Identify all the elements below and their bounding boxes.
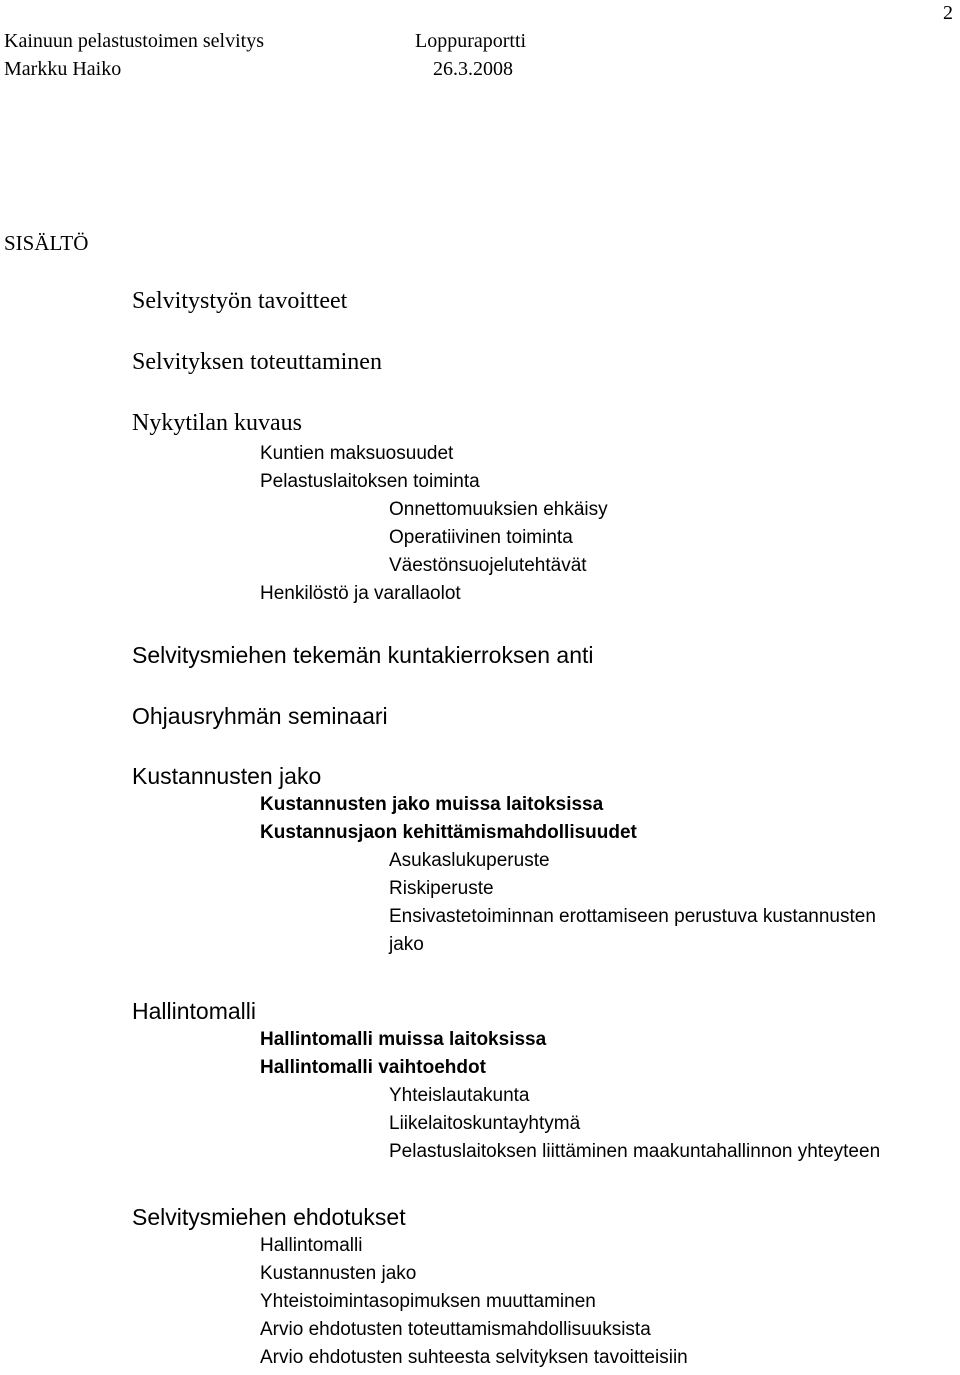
page-number: 2 [943,2,953,24]
toc-item-joint-board: Yhteislautakunta [389,1085,530,1106]
toc-item-operative-activity: Operatiivinen toiminta [389,527,573,548]
toc-item-risk-basis: Riskiperuste [389,878,494,899]
toc-item-enterprise-federation: Liikelaitoskuntayhtymä [389,1113,581,1134]
toc-item-civil-defence: Väestönsuojelutehtävät [389,555,587,576]
toc-item-accident-prevention: Onnettomuuksien ehkäisy [389,499,608,520]
header-doc-type: Loppuraportti [415,30,527,52]
toc-section-governance-model: Hallintomalli [132,998,256,1024]
toc-item-first-response-basis-cont: jako [389,934,424,955]
toc-item-population-basis: Asukaslukuperuste [389,850,550,871]
toc-item-proposal-feasibility: Arvio ehdotusten toteuttamismahdollisuuksista [260,1319,651,1340]
toc-section-steering-seminar: Ohjausryhmän seminaari [132,703,388,729]
toc-section-cost-allocation: Kustannusten jako [132,763,322,789]
toc-sub-rescue-operations: Pelastuslaitoksen toiminta [260,471,480,492]
header-author: Markku Haiko [4,58,122,80]
toc-item-first-response-basis: Ensivastetoiminnan erottamiseen perustuva kustannusten [389,906,876,927]
toc-sub-municipal-shares: Kuntien maksuosuudet [260,443,454,464]
toc-item-proposal-governance: Hallintomalli [260,1235,363,1256]
toc-sub-governance-other: Hallintomalli muissa laitoksissa [260,1029,547,1050]
toc-title: SISÄLTÖ [4,231,89,255]
toc-section-implementation: Selvityksen toteuttaminen [132,349,382,375]
toc-section-objectives: Selvitystyön tavoitteet [132,288,348,314]
toc-section-municipal-tour: Selvitysmiehen tekemän kuntakierroksen anti [132,642,594,668]
toc-sub-personnel: Henkilöstö ja varallaolot [260,583,461,604]
header-org: Kainuun pelastustoimen selvitys [4,30,264,52]
toc-item-proposal-agreement: Yhteistoimintasopimuksen muuttaminen [260,1291,596,1312]
toc-section-current-state: Nykytilan kuvaus [132,410,302,436]
toc-item-regional-integration: Pelastuslaitoksen liittäminen maakuntahallinnon yhteyteen [389,1141,881,1162]
toc-item-proposal-objectives: Arvio ehdotusten suhteesta selvityksen tavoitteisiin [260,1347,688,1368]
toc-item-proposal-cost: Kustannusten jako [260,1263,417,1284]
toc-sub-cost-development: Kustannusjaon kehittämismahdollisuudet [260,822,637,843]
toc-sub-cost-other-institutions: Kustannusten jako muissa laitoksissa [260,794,604,815]
toc-sub-governance-alternatives: Hallintomalli vaihtoehdot [260,1057,486,1078]
toc-section-proposals: Selvitysmiehen ehdotukset [132,1204,406,1230]
header-date: 26.3.2008 [433,58,513,80]
